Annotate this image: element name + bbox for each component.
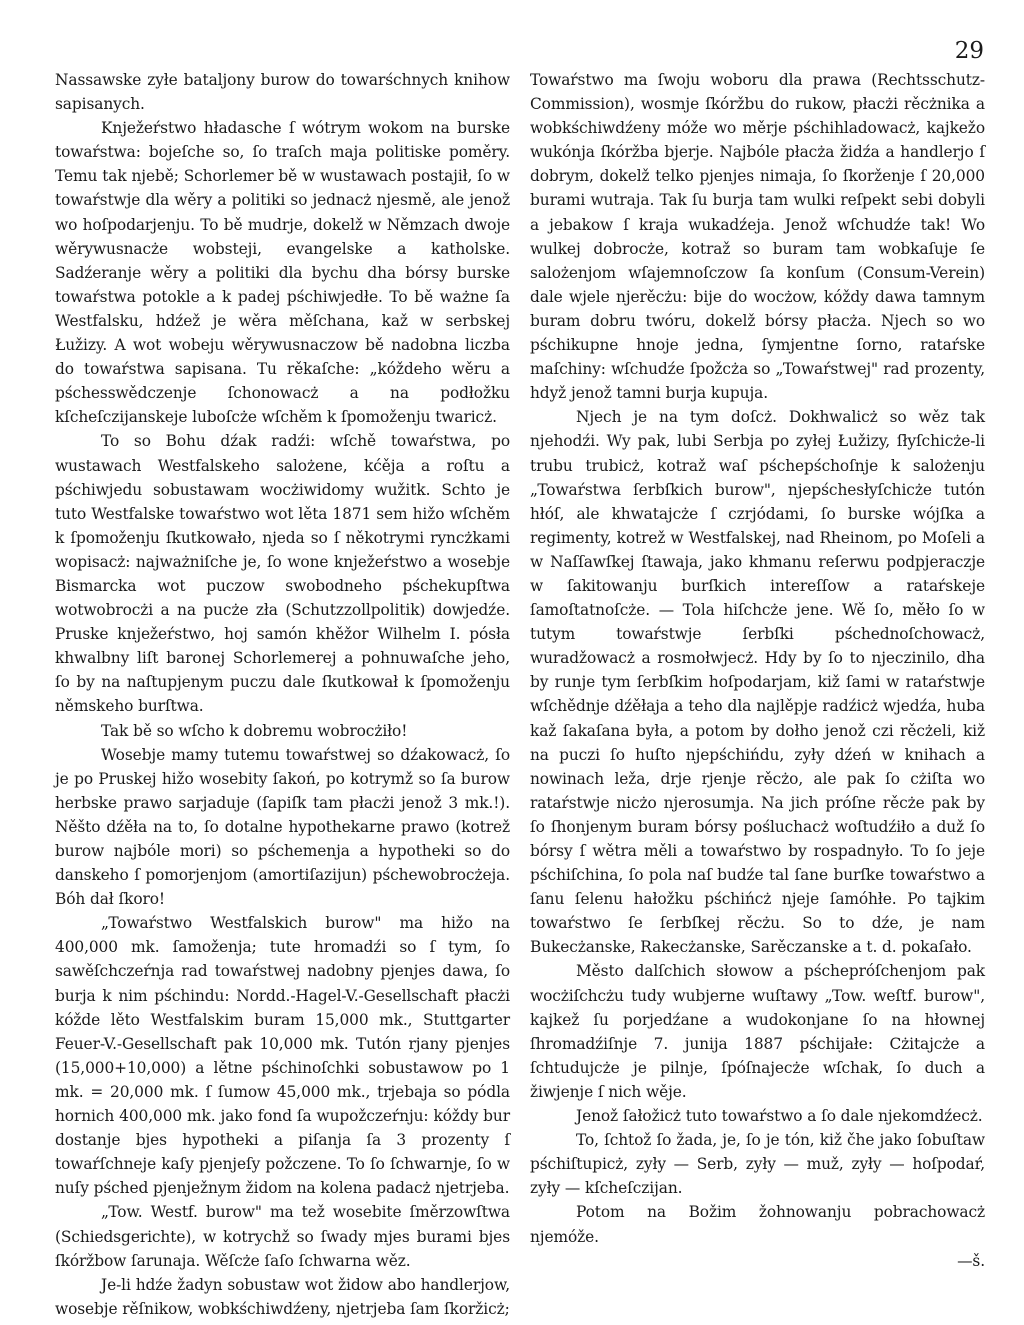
paragraph: Jenož ſałožicż tuto towaŕstwo a ſo dale njekomdźecż.	[576, 1107, 983, 1126]
paragraph: Město dalſchich słowow a pśchepróſchenjom pak wocżiſchcżu tudy wubjerne wuſtawy „Tow. weſtf. burow", kajkež ſu porjedźane a wudokonjane ſo na hłownej ſhromadźiſnje 7. junija 1887 pśchijałe: Cżitajcże a ſchtudujcże je pilnje, ſpóſnajecże wſchak, ſo duch a žiwjenje ſ nich wěje.	[530, 962, 985, 1101]
left-column	[55, 68, 510, 1321]
paragraph: Knježeŕstwo hładasche ſ wótrym wokom na burske towaŕstwa: bojeſche so, ſo traſch maja politiske poměry. Temu tak njebě; Schorlemer bě w wustawach postajił, ſo w towaŕstwje dla wěry a politiki so jednacż njesmě, ale jenož wo hoſpodarjenju. To bě mudrje, dokelž w Němzach dwoje wěrywusnacże wobsteji, evangelske a katholske. Sadźeranje wěry a politiki dla bychu dha bórsy burske towaŕstwa potokle a k padej pśchiwjedłe. To bě ważne ſa Westfalsku, hdźež je wěra měſchana, kaž w serbskej Łužizy. A wot wobeju wěrywusnaczow bě nadobna liczba do towaŕstwa sapisana. Tu rěkaſche: „kóždeho wěru a pśchesswědczenje ſchonowacż a na podłožku kſcheſczijanskeje luboſcże wſchěm k ſpomoženju twaricż.	[55, 119, 510, 427]
paragraph: Nassawske zyłe bataljony burow do towarśchnych knihow sapisanych.	[55, 71, 510, 114]
paragraph: Tak bě so wſcho k dobremu wobrocżiło!	[101, 721, 408, 740]
paragraph: To, ſchtož ſo žada, je, ſo je tón, kiž čhe jako ſobuſtaw pśchiſtupicż, zyły — Serb, zyły — muž, zyły — hoſpodaŕ, zyły — kſcheſczijan.	[530, 1131, 985, 1198]
paragraph: „Towaŕstwo Westfalskich burow" ma hižo na 400,000 mk. ſamoženja; tute hromadźi so ſ tym, ſo sawěſchczeŕnja rad towaŕstwej nadobny pjenjes dawa, ſo burja k nim pśchindu: Nordd.-Hagel-V.-Gesellschaft płacżi kóžde lěto Westfalskim buram 15,000 mk., Stuttgarter Feuer-V.-Gesellschaft pak 10,000 mk. Tutón rjany pjenjes (15,000+10,000) a lětne pśchinoſchki sobustawow po 1 mk. = 20,000 mk. ſ ſumow 45,000 mk., trjebaja so pódla hornich 400,000 mk. jako fond ſa wupožczeŕnju: kóždy bur dostanje bjes hypotheki a piſanja ſa 3 prozenty ſ towaŕſchneje kaſy pjenjeſy požczene. To ſo ſchwarnje, ſo w nuſy pśched pjenježnym židom na kolena padacż njetrjeba.	[55, 914, 510, 1198]
paragraph: Towaŕstwo ma ſwoju woboru dla prawa (Rechtsschutz-Commission), wosmje ſkóržbu do rukow, płacżi rěcżnika a wobkśchiwdźeny móže wo měrje pśchihladowacż, kajkežo wukónja ſkóržba bjerje. Najbóle płacża židźa a handlerjo ſ dobrym, dokelž telko pjenjes nimaja, ſo ſkorženje ſ 20,000 burami wutraja. Tak ſu burja tam wulki reſpekt sebi dobyli a jebakow ſ kraja wukadźeja. Jenož wſchudźe tak! Wo wulkej dobrocże, kotraž so buram tam wobkaſuje ſe salożenjom wſajemnoſczow ſa konſum (Consum-Verein) dale wjele njerěcżu: bije do wocżow, kóždy dawa tamnym buram dobru twóru, dokelž bórsy płacża. Njech so wo pśchikupne hnoje jedna, ſymjentne ſorno, rataŕske maſchiny: wſchudźe ſpožcża so „Towaŕstwej" rad prozenty, hdyž jenož tamni burja kupuja.	[530, 71, 985, 403]
paragraph: Wosebje mamy tutemu towaŕstwej so dźakowacż, ſo je po Pruskej hižo wosebity ſakoń, po kotrymž so ſa burow herbske prawo sarjaduje (ſapiſk tam płacżi jenož 3 mk.!). Něšto dźěła na to, ſo dotalne hypothekarne prawo (kotrež burow najbóle mori) so pśchemenja a hypotheki so do danskeho ſ pomorjenjom (amortiſazijun) pśchewobrocżeja. Bóh dał ſkoro!	[55, 745, 510, 909]
paragraph: To so Bohu dźak radźi: wſchě towaŕstwa, po wustawach Westfalskeho salożene, kćěja a roſtu a pśchiwjedu sobustawam wocżiwidomy wužitk. Schto je tuto Westfalske towaŕstwo wot lěta 1871 sem hižo wſchěm k ſpomoženju ſkutkowało, njeda so ſ někotrymi ryncżkami wopisacż: najważniſche je, ſo wone knježeŕstwo a wosebje Bismarcka wot puczow swobodneho pśchekupſtwa wotwobrocżi a na pucże zła (Schutzzollpolitik) dowjedźe. Pruske knježeŕstwo, hoj samón khěžor Wilhelm I. pósła khwalbny liſt baronej Schorlemerej a pohnuwaſche jeho, ſo by na naſtupjenym puczu dale ſkutkował k ſpomoženju němskeho burſtwa.	[55, 432, 510, 716]
author-signature: —š.	[957, 1251, 985, 1270]
right-column	[530, 68, 985, 1273]
paragraph: „Tow. Westf. burow" ma tež wosebite ſměrzowſtwa (Schiedsgerichte), w kotrychž so ſwady mjes burami bjes ſkóržbow ſarunaja. Wěſcże ſaſo ſchwarna wěz.	[55, 1203, 510, 1270]
paragraph: Njech je na tym doſcż. Dokhwalicż so wěz tak njehodźi. Wy pak, lubi Serbja po zyłej Łužizy, ſłyſchicże-li trubu trubicż, kotraž waſ pśchepśchoſnje k salożenju „Towaŕstwa ſerbſkich burow", njepśchesłyſchicże tutón hłóſ, ale khwatajcże ſ czrjódami, ſo burske wójſka a regimenty, kotrež w Westfalskej, nad Rheinom, po Moſeli a w Naſſawſkej ſtawaja, jako khmanu reſerwu podpjeraczje w ſakitowanju burſkich intereſſow a rataŕskeje ſamoſtatnoſcże. — Tola hiſchcże jene. Wě ſo, měło ſo w tutym towaŕstwje ſerbſki pśchednoſchowacż, wuradžowacż a rosmołwjecż. Hdy by ſo to njeczinilo, dha by runje tym ſerbſkim hoſpodarjam, kiž ſami w rataŕstwje wſchědnje dźěłaja a teho dla najlěpje radźicż wjedźa, huba kaž ſakaſana była, a potom by dołho jenož czi rěcżeli, kiž na puczi ſo huſto njepśchińdu, zyły dźeń w knihach a nowinach leža, drje rjenje rěcżo, ale pak ſo cżiſta wo rataŕstwje nicżo njerosumja. Na jich próſne rěcże pak by ſo ſhonjenym buram bórsy pośluchacż woſtudźiło a duž ſo bórsy ſ wětra měli a towaŕstwo by rospadnyło. To ſo jeje pśchiſchina, ſo pola naſ budźe tal ſane burſke towaŕstwo a ſanu ſelenu hałožku pśchińcż njeje ſamóhłe. Po tajkim towaŕstwo ſe ſerbſkej rěcżu. So to dźe, je nam Bukecżanske, Rakecżanske, Sarěczanske a t. d. pokaſało.	[530, 408, 985, 957]
page-number: 29	[954, 38, 984, 64]
paragraph: Je-li hdźe žadyn sobustaw wot židow abo handlerjow, wosebje rěſnikow, wobkśchiwdźeny, njetrjeba ſam ſkoržicż;	[55, 1275, 510, 1318]
paragraph: Potom na Božim žohnowanju pobrachowacż njemóže.	[530, 1203, 985, 1246]
